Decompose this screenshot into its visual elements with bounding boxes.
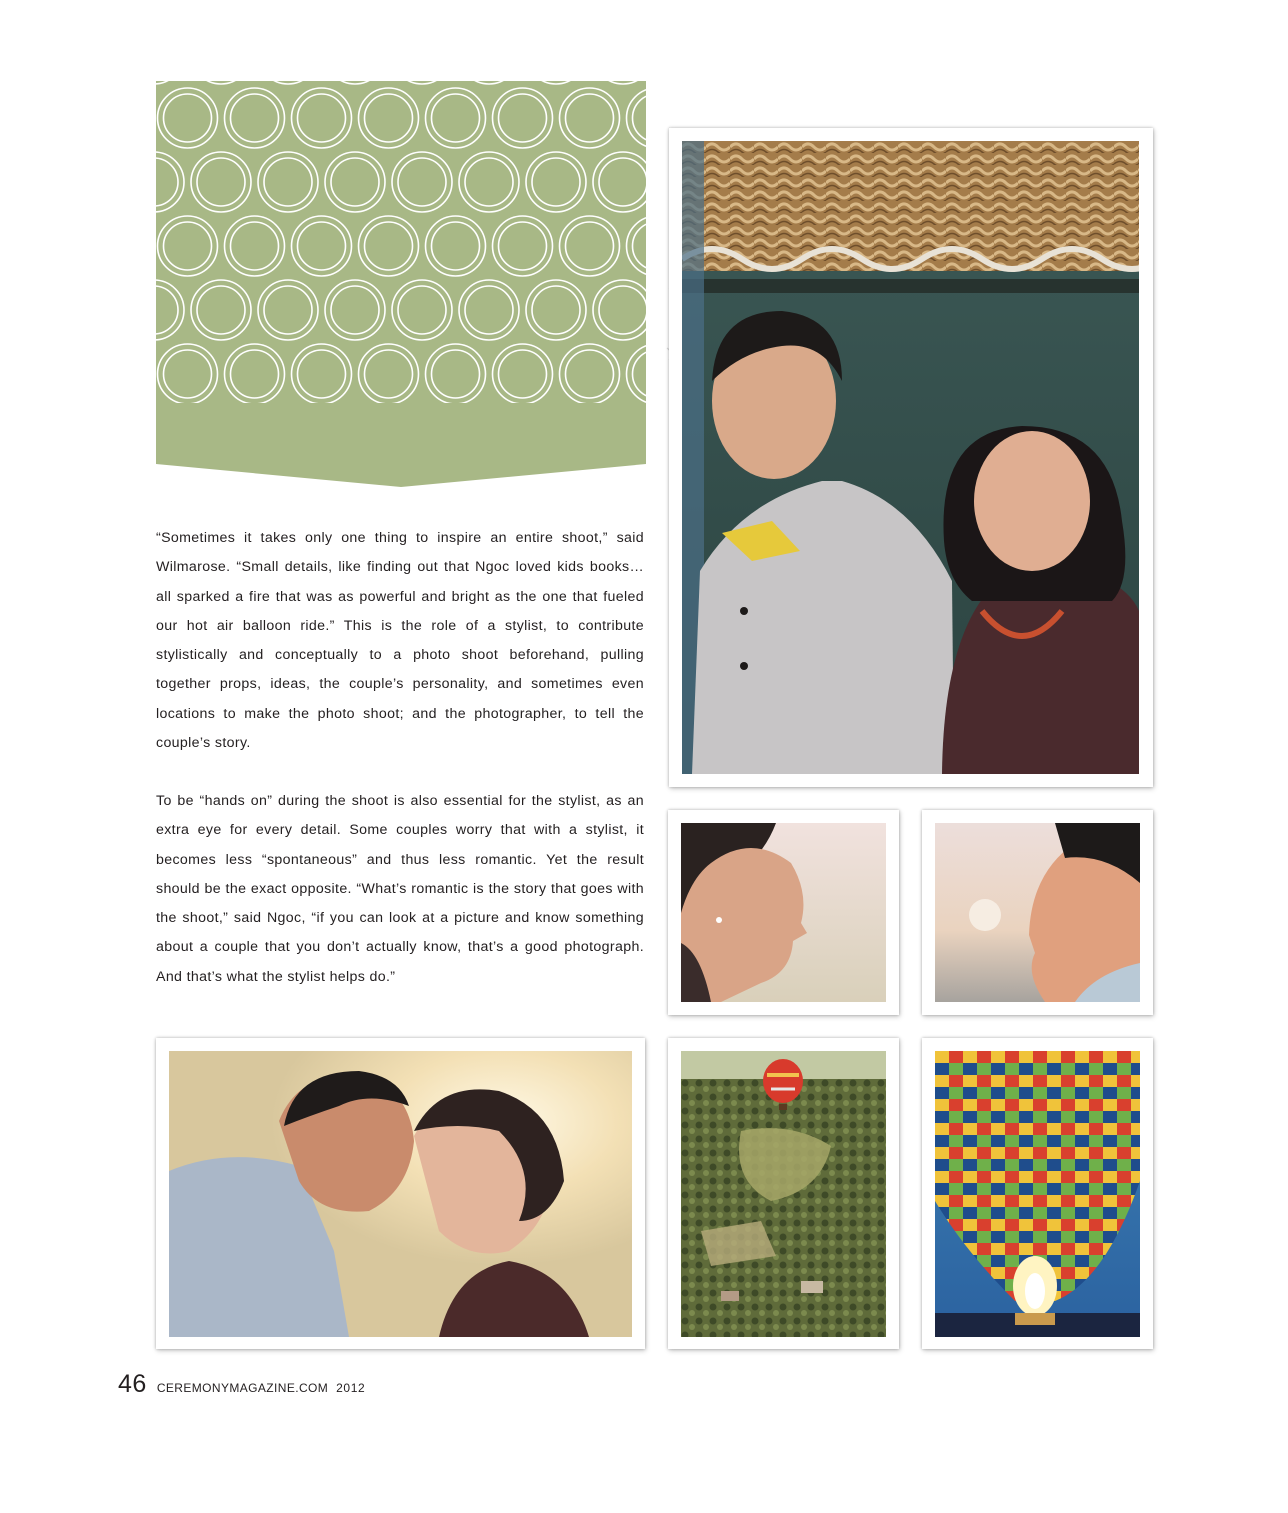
magazine-website: CEREMONYMAGAZINE.COM [156,1381,329,1395]
couple-in-basket-image [682,141,1139,774]
woman-profile-image [681,823,886,1002]
couple-forehead-image [169,1051,632,1337]
decorative-circle-banner [156,81,646,487]
article-paragraph-2: To be “hands on” during the shoot is also essential for the stylist, as an extra eye for every detail. Some couples worry that with a stylist, it becomes less “spontaneous” and thus less romantic. Yet the result should be the exact opposite. “What’s romantic is the story that goes with the shoot,” said Ngoc, “if you can look at a picture and know something about a couple that you don’t actually know, that’s a good photograph. And that’s what the stylist helps do.” [156,793,644,985]
balloon-closeup-image [935,1051,1140,1337]
photo-man-profile [922,810,1153,1015]
photo-balloon-closeup [922,1038,1153,1349]
issue-year: 2012 [336,1381,366,1395]
photo-aerial-landscape [668,1038,899,1349]
photo-couple-in-basket [669,128,1153,787]
photo-couple-forehead [156,1038,645,1349]
aerial-landscape-image [681,1051,886,1337]
page-number: 46 [118,1370,147,1398]
man-profile-image [935,823,1140,1002]
article-paragraph-1: “Sometimes it takes only one thing to inspire an entire shoot,” said Wilmarose. “Small details, like finding out that Ngoc loved kids books… all sparked a fire that was as powerful and bright as the one that fueled our hot air balloon ride.” This is the role of a stylist, to contribute stylistically and conceptually to a photo shoot beforehand, pulling together props, ideas, the couple’s personality, and sometimes even locations to make the photo shoot; and the photographer, to tell the couple’s story. [156,530,644,752]
page-footer [118,1370,365,1399]
photo-woman-profile [668,810,899,1015]
